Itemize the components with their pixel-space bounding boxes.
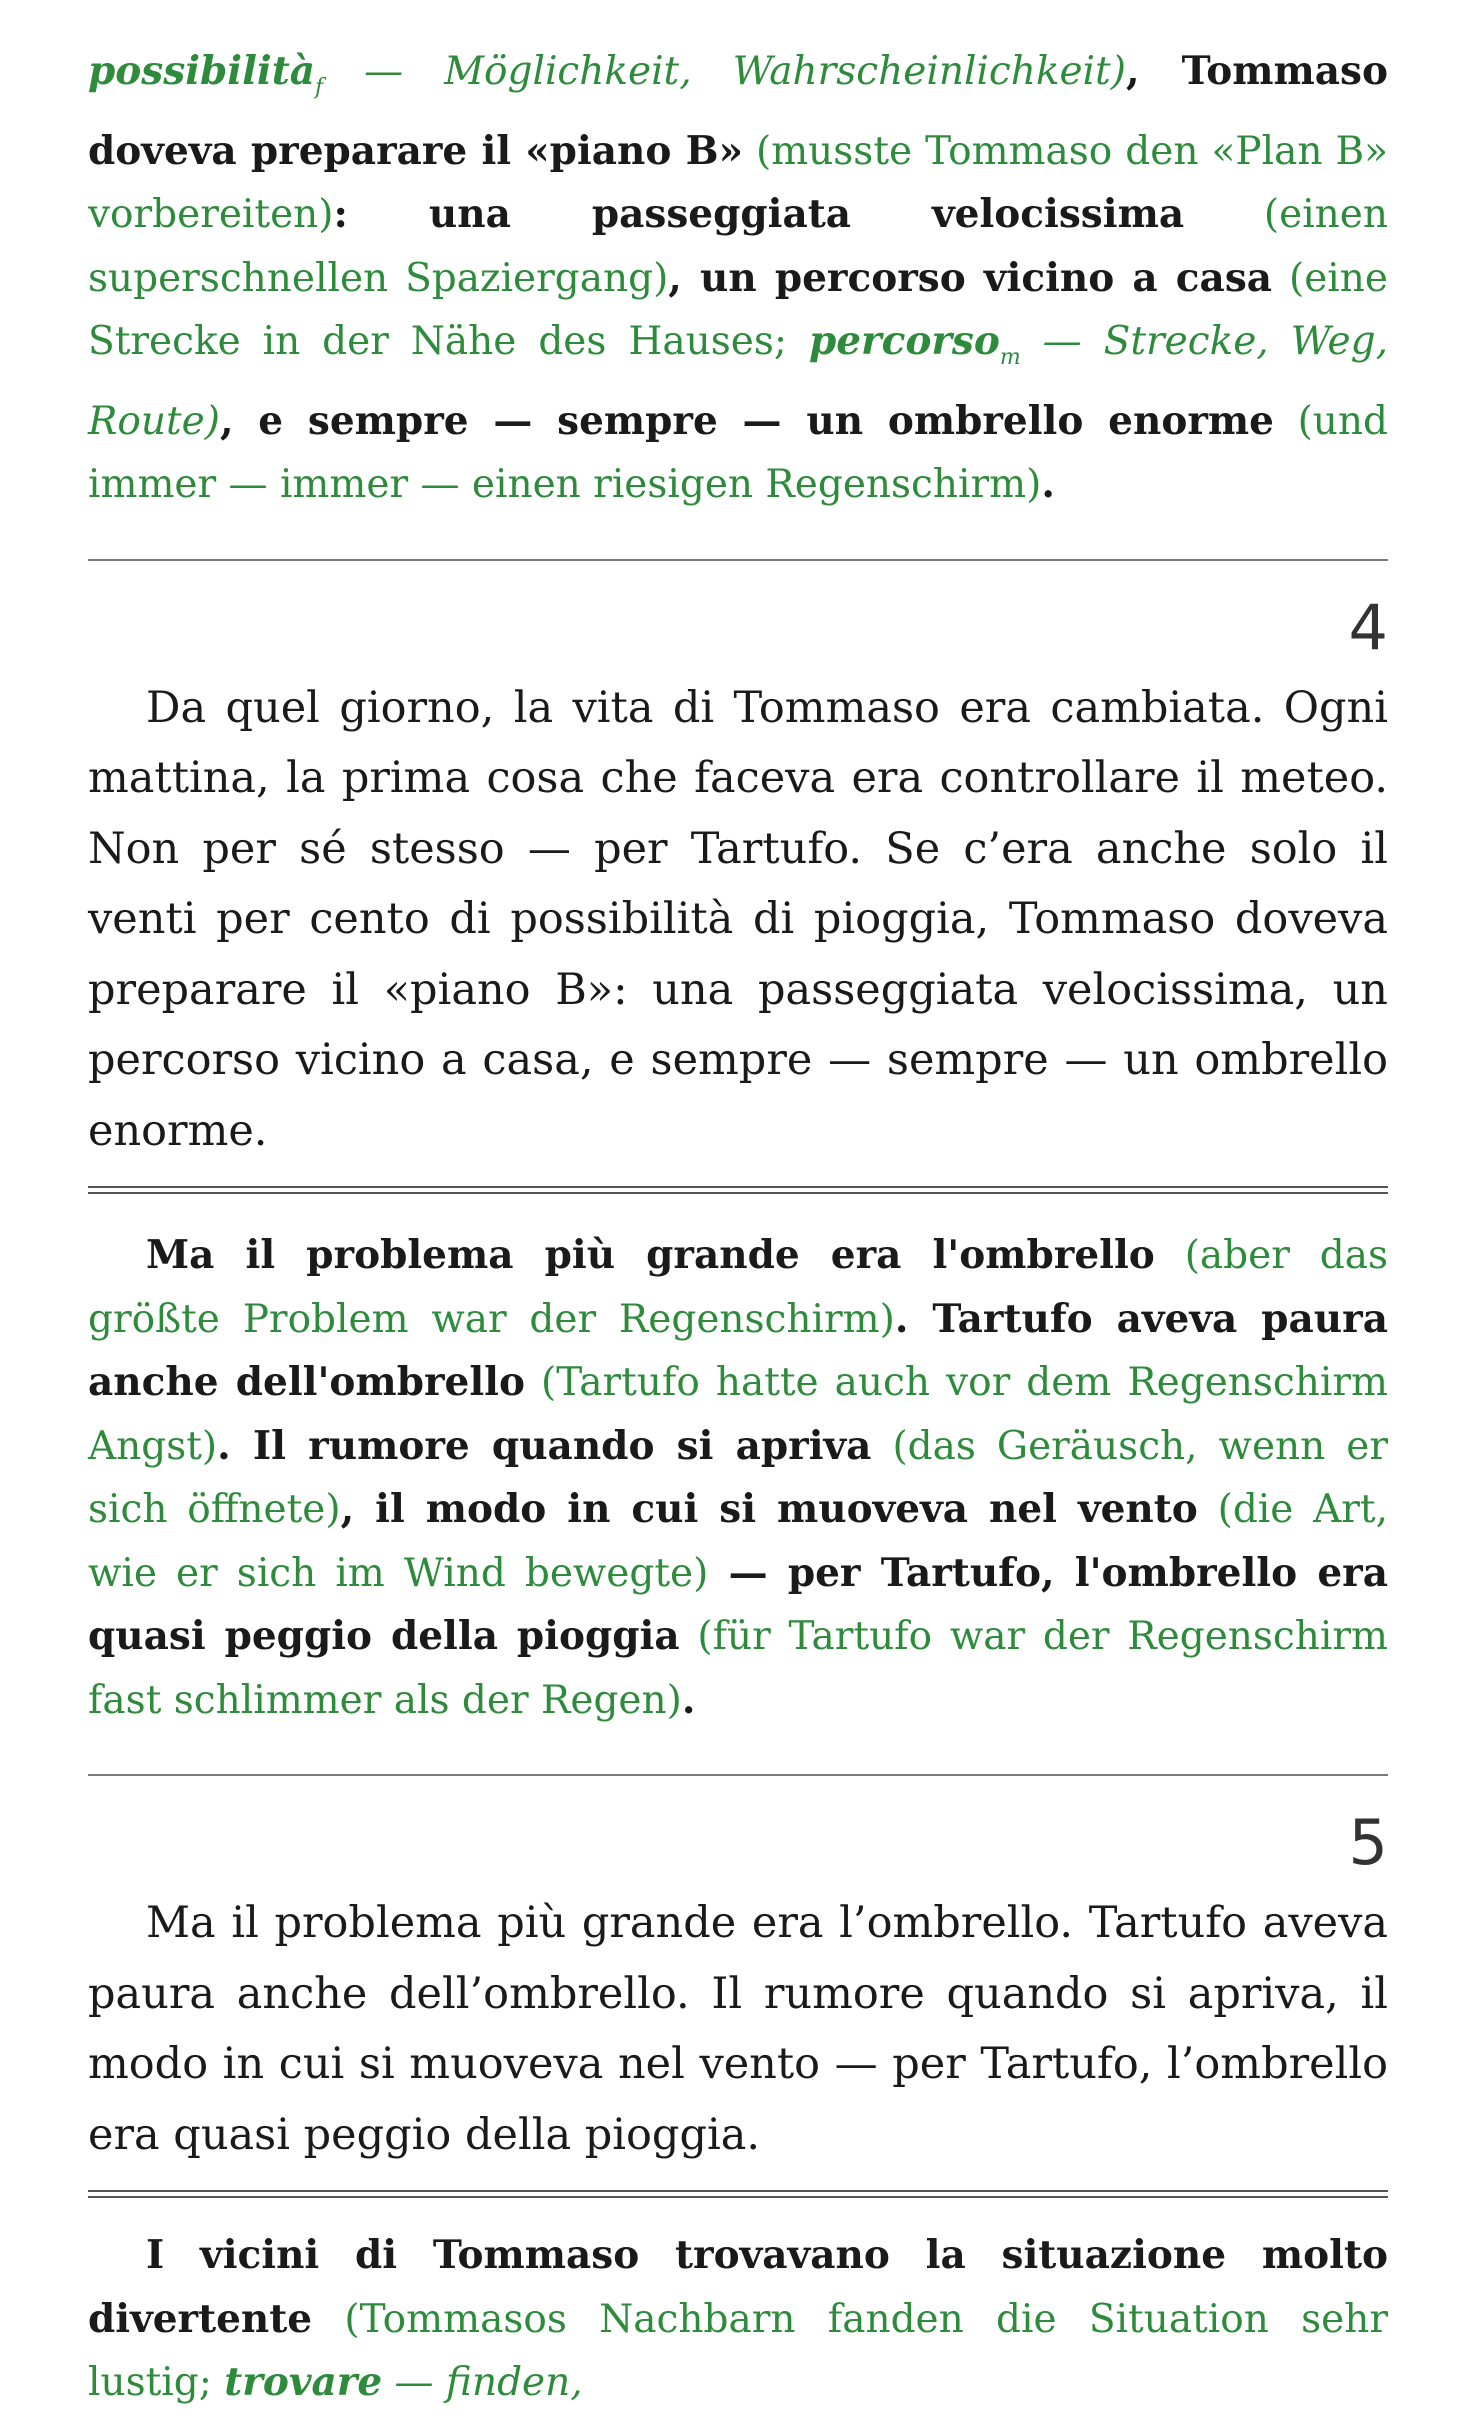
italian-phrase: — per Tartufo, l'ombrello era quasi peggio della pioggia	[88, 1549, 1388, 1659]
vocab-gloss: — finden,	[382, 2360, 583, 2405]
bilingual-paragraph-2	[88, 1224, 1388, 1732]
german-translation: (aber das größte Problem war der Regenschirm)	[88, 1233, 1389, 1342]
italian-phrase: , Tommaso doveva preparare il «piano B»	[88, 48, 1388, 174]
gender-marker: f	[315, 75, 324, 100]
reading-paragraph-4	[88, 673, 1388, 1167]
italian-phrase: . Il rumore quando si apriva	[217, 1422, 872, 1469]
gender-marker: m	[999, 345, 1021, 370]
section-divider	[88, 1774, 1388, 1776]
chapter-number-5: 5	[1348, 1806, 1388, 1879]
section-divider	[88, 559, 1388, 561]
german-translation: (für Tartufo war der Regenschirm fast schlimmer als der Regen)	[88, 1614, 1388, 1723]
vocab-word-trovare: trovare	[224, 2359, 383, 2405]
double-divider	[88, 1186, 1388, 1194]
italian-phrase: : una passeggiata velocissima	[333, 191, 1185, 237]
german-translation: (die Art, wie er sich im Wind bewegte)	[88, 1487, 1389, 1596]
german-translation: (eine Strecke in der Nähe des Hauses;	[88, 255, 1388, 364]
italian-phrase: I vicini di Tommaso trovavano la situazione molto divertente	[88, 2232, 1388, 2342]
german-translation: (das Geräusch, wenn er sich öffnete)	[88, 1423, 1388, 1532]
punctuation: .	[681, 1676, 696, 1723]
reading-text: Da quel giorno, la vita di Tommaso era cambiata. Ogni mattina, la prima cosa che faceva era controllare il meteo. Non per sé stesso — per Tartufo. Se c’era anche solo il venti per cento di possibilità di pioggia, Tommaso doveva preparare il «piano B»: una passeggiata velocissima, un percorso vicino a casa, e sempre — sempre — un ombrello enorme.	[88, 682, 1388, 1156]
italian-phrase: , e sempre — sempre — un ombrello enorme	[219, 397, 1274, 444]
reading-text: Ma il problema più grande era l’ombrello. Tartufo aveva paura anche dell’ombrello. Il rumore quando si apriva, il modo in cui si muoveva nel vento — per Tartufo, l’ombrello era quasi peggio della pioggia.	[88, 1898, 1388, 2160]
italian-phrase: , un percorso vicino a casa	[668, 254, 1273, 301]
german-translation: (Tommasos Nachbarn fanden die Situation sehr lustig;	[88, 2296, 1388, 2405]
italian-phrase: , il modo in cui si muoveva nel vento	[340, 1486, 1198, 1532]
chapter-number-4: 4	[1348, 590, 1388, 664]
italian-phrase: Ma il problema più grande era l'ombrello	[146, 1232, 1155, 1278]
italian-phrase: . Tartufo aveva paura anche dell'ombrello	[88, 1295, 1388, 1405]
german-translation: (Tartufo hatte auch vor dem Regenschirm Angst)	[88, 1360, 1388, 1469]
vocab-gloss: — Strecke, Weg, Route)	[88, 319, 1388, 444]
reading-paragraph-5	[88, 1888, 1388, 2170]
german-translation: (einen superschnellen Spaziergang)	[88, 192, 1388, 301]
vocab-word-possibilita: possibilità	[88, 48, 316, 94]
bilingual-paragraph-1	[88, 40, 1388, 517]
german-translation: (musste Tommaso den «Plan B» vorbereiten)	[88, 128, 1388, 237]
book-page	[88, 40, 1388, 2415]
punctuation: .	[1041, 461, 1055, 507]
german-translation: (und immer — immer — einen riesigen Regenschirm)	[88, 398, 1388, 507]
vocab-word-percorso: percorso	[808, 318, 1000, 364]
double-divider	[88, 2190, 1388, 2198]
vocab-gloss: — Möglichkeit, Wahrscheinlichkeit)	[323, 49, 1126, 94]
bilingual-paragraph-3	[88, 2224, 1388, 2415]
